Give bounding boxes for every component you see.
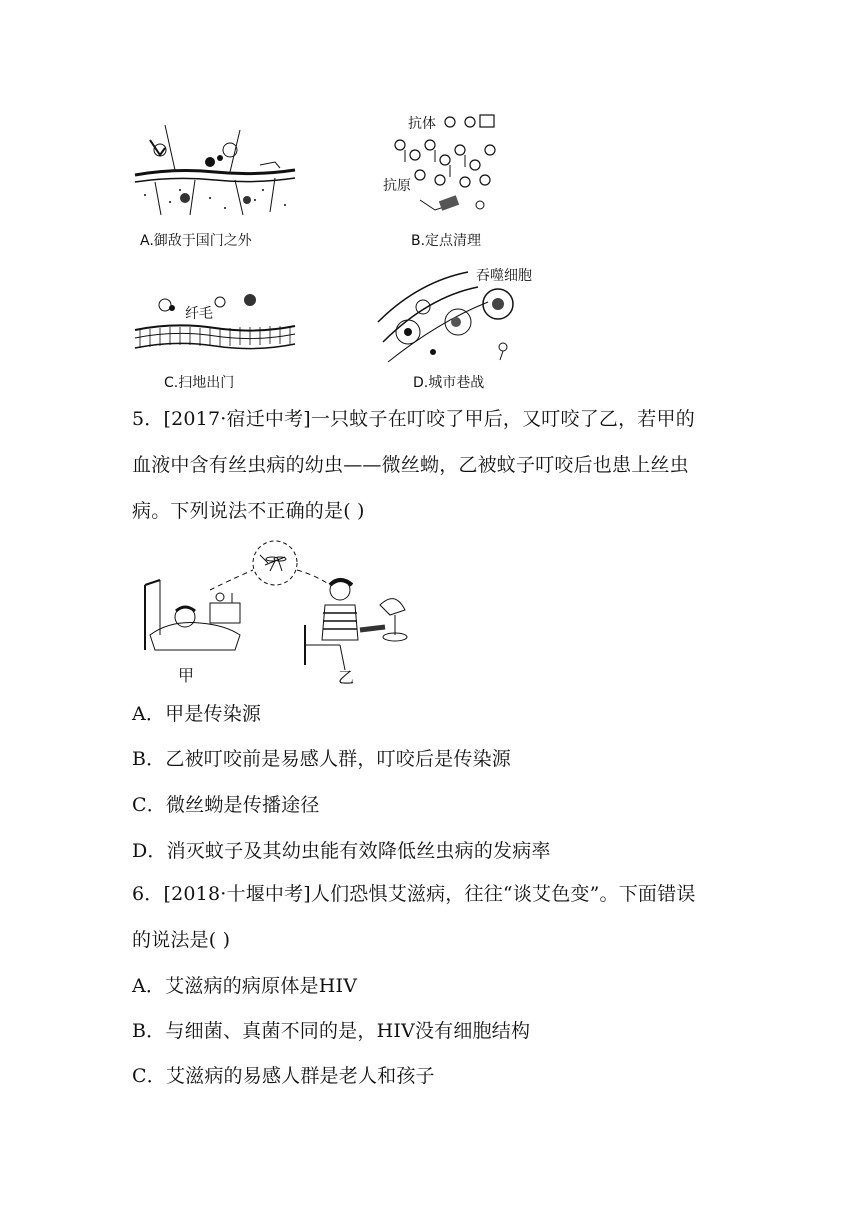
figure-c — [130, 290, 300, 390]
question-5-line-2: 血液中含有丝虫病的幼虫——微丝蚴，乙被蚊子叮咬后也患上丝虫 — [132, 454, 689, 476]
question-6-option-c: C．艾滋病的易感人群是老人和孩子 — [132, 1065, 435, 1087]
question-5-line-3: 病。下列说法不正确的是( ) — [132, 500, 365, 522]
question-6-line-1: 6．[2018·十堰中考]人们恐惧艾滋病，往往“谈艾色变”。下面错误 — [132, 883, 696, 905]
figure-c-caption: C.扫地出门 — [164, 375, 235, 391]
figure-label-yi: 乙 — [338, 668, 355, 687]
question-5-option-d: D．消灭蚊子及其幼虫能有效降低丝虫病的发病率 — [132, 840, 551, 862]
question-6-option-b: B．与细菌、真菌不同的是，HIV没有细胞结构 — [132, 1020, 531, 1042]
question-6-option-a: A．艾滋病的病原体是HIV — [132, 975, 358, 997]
question-5-line-1: 5．[2017·宿迁中考]一只蚊子在叮咬了甲后，又叮咬了乙，若甲的 — [132, 408, 695, 430]
question-5-option-a: A．甲是传染源 — [132, 703, 262, 725]
question-5-figure — [140, 535, 440, 685]
figure-b-label-antigen: 抗原 — [383, 178, 411, 194]
figure-d — [378, 262, 548, 392]
figure-d-caption: D.城市巷战 — [413, 375, 485, 391]
figure-b-caption: B.定点清理 — [411, 233, 482, 249]
question-5-option-b: B．乙被叮咬前是易感人群，叮咬后是传染源 — [132, 748, 511, 770]
figure-b-label-antibody: 抗体 — [408, 116, 436, 132]
figure-d-label-phagocyte: 吞噬细胞 — [476, 268, 532, 284]
figure-c-label-cilia: 纤毛 — [185, 306, 213, 322]
figure-label-jia: 甲 — [178, 666, 195, 685]
figure-a-caption: A.御敌于国门之外 — [140, 233, 252, 249]
figure-c-illustration — [130, 290, 300, 355]
figure-d-illustration — [378, 262, 548, 372]
figure-b-illustration — [380, 110, 510, 220]
figure-a — [135, 120, 295, 249]
figure-b — [380, 110, 510, 249]
question-6-line-2: 的说法是( ) — [132, 929, 231, 951]
figure-a-illustration — [135, 120, 295, 220]
question-5-option-c: C．微丝蚴是传播途径 — [132, 794, 320, 816]
